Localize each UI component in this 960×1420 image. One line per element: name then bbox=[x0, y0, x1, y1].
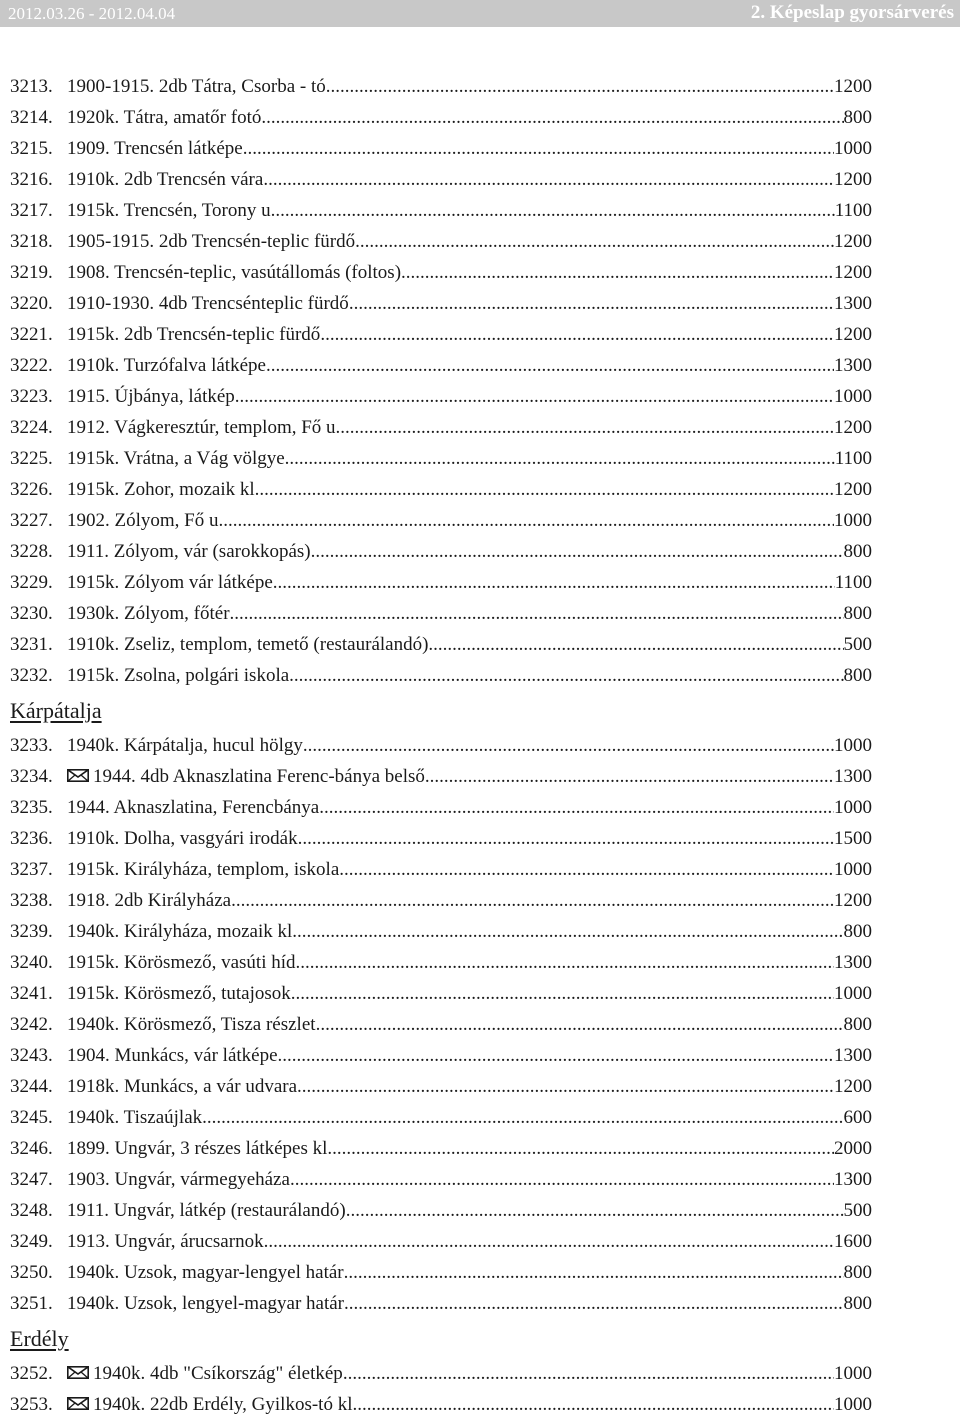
item-price: 1300 bbox=[834, 766, 872, 787]
item-number: 3238. bbox=[10, 890, 53, 911]
item-number: 3248. bbox=[10, 1200, 53, 1221]
dot-leader bbox=[428, 629, 843, 660]
list-item bbox=[10, 660, 872, 691]
page-header bbox=[0, 0, 960, 27]
list-item bbox=[10, 916, 872, 947]
list-item bbox=[10, 1009, 872, 1040]
item-description: 1918k. Munkács, a vár udvara bbox=[67, 1076, 298, 1097]
item-price: 2000 bbox=[834, 1138, 872, 1159]
item-description: 1915k. Körösmező, tutajosok bbox=[67, 983, 291, 1004]
item-description: 1940k. Királyháza, mozaik kl. bbox=[67, 921, 298, 942]
list-item bbox=[10, 761, 872, 792]
dot-leader bbox=[340, 412, 834, 443]
list-item bbox=[10, 1288, 872, 1319]
item-price: 800 bbox=[843, 921, 872, 942]
item-number: 3250. bbox=[10, 1262, 53, 1283]
item-price: 1200 bbox=[834, 1076, 872, 1097]
dot-leader bbox=[326, 71, 834, 102]
dot-leader bbox=[266, 350, 834, 381]
item-description: 1902. Zólyom, Fő u. bbox=[67, 510, 224, 531]
dot-leader bbox=[297, 1071, 834, 1102]
item-price: 1000 bbox=[834, 983, 872, 1004]
item-number: 3234. bbox=[10, 766, 53, 787]
item-description: 1899. Ungvár, 3 részes látképes kl. bbox=[67, 1138, 333, 1159]
item-description: 1912. Vágkeresztúr, templom, Fő u. bbox=[67, 417, 341, 438]
list-item bbox=[10, 854, 872, 885]
item-number: 3231. bbox=[10, 634, 53, 655]
item-number: 3224. bbox=[10, 417, 53, 438]
item-price: 1000 bbox=[834, 797, 872, 818]
dot-leader bbox=[230, 598, 844, 629]
item-price: 800 bbox=[843, 603, 872, 624]
item-description: 1920k. Tátra, amatőr fotó bbox=[67, 107, 262, 128]
item-price: 800 bbox=[843, 1262, 872, 1283]
item-price: 1300 bbox=[834, 1169, 872, 1190]
item-price: 1300 bbox=[834, 293, 872, 314]
item-price: 1200 bbox=[834, 169, 872, 190]
item-description: 1940k. Tiszaújlak bbox=[67, 1107, 203, 1128]
item-description: 1910k. 2db Trencsén vára bbox=[67, 169, 264, 190]
item-number: 3239. bbox=[10, 921, 53, 942]
item-price: 1300 bbox=[834, 355, 872, 376]
list-item bbox=[10, 1226, 872, 1257]
item-price: 1000 bbox=[834, 735, 872, 756]
dot-leader bbox=[263, 164, 834, 195]
dot-leader bbox=[298, 823, 834, 854]
item-number: 3225. bbox=[10, 448, 53, 469]
list-item bbox=[10, 629, 872, 660]
dot-leader bbox=[303, 730, 834, 761]
dot-leader bbox=[346, 1195, 844, 1226]
list-item bbox=[10, 443, 872, 474]
dot-leader bbox=[297, 916, 843, 947]
list-item bbox=[10, 133, 872, 164]
list-item bbox=[10, 598, 872, 629]
item-price: 1300 bbox=[834, 1045, 872, 1066]
item-description: 1909. Trencsén látképe bbox=[67, 138, 243, 159]
list-item bbox=[10, 71, 872, 102]
dot-leader bbox=[259, 474, 834, 505]
item-number: 3242. bbox=[10, 1014, 53, 1035]
item-description: 1913. Ungvár, árucsarnok bbox=[67, 1231, 264, 1252]
item-description: 1911. Ungvár, látkép (restaurálandó) bbox=[67, 1200, 346, 1221]
item-description: 1940k. Körösmező, Tisza részlet bbox=[67, 1014, 316, 1035]
item-price: 1000 bbox=[834, 1363, 872, 1384]
dot-leader bbox=[285, 443, 835, 474]
item-number: 3233. bbox=[10, 735, 53, 756]
item-number: 3221. bbox=[10, 324, 53, 345]
item-number: 3252. bbox=[10, 1363, 53, 1384]
list-item bbox=[10, 381, 872, 412]
item-number: 3220. bbox=[10, 293, 53, 314]
item-description: 1915k. Zohor, mozaik kl. bbox=[67, 479, 260, 500]
item-price: 1200 bbox=[834, 76, 872, 97]
item-price: 1200 bbox=[834, 479, 872, 500]
item-number: 3246. bbox=[10, 1138, 53, 1159]
dot-leader bbox=[344, 1257, 844, 1288]
dot-leader bbox=[401, 257, 834, 288]
list-item bbox=[10, 792, 872, 823]
item-number: 3249. bbox=[10, 1231, 53, 1252]
item-price: 1000 bbox=[834, 510, 872, 531]
item-description: 1930k. Zólyom, főtér bbox=[67, 603, 230, 624]
item-price: 1100 bbox=[834, 572, 872, 593]
item-price: 1200 bbox=[834, 231, 872, 252]
item-description: 1915k. Zsolna, polgári iskola bbox=[67, 665, 290, 686]
item-number: 3226. bbox=[10, 479, 53, 500]
dot-leader bbox=[332, 1133, 834, 1164]
item-number: 3230. bbox=[10, 603, 53, 624]
section-heading: Kárpátalja bbox=[10, 698, 102, 723]
item-number: 3232. bbox=[10, 665, 53, 686]
item-price: 1200 bbox=[834, 324, 872, 345]
item-description: 1915k. Vrátna, a Vág völgye bbox=[67, 448, 285, 469]
dot-leader bbox=[357, 1389, 834, 1420]
dot-leader bbox=[319, 792, 834, 823]
dot-leader bbox=[261, 102, 843, 133]
dot-leader bbox=[273, 567, 835, 598]
item-price: 800 bbox=[843, 107, 872, 128]
list-item bbox=[10, 412, 872, 443]
item-number: 3237. bbox=[10, 859, 53, 880]
list-item bbox=[10, 1102, 872, 1133]
item-price: 800 bbox=[843, 1014, 872, 1035]
item-price: 600 bbox=[843, 1107, 872, 1128]
item-description: 1915k. 2db Trencsén-teplic fürdő bbox=[67, 324, 321, 345]
dot-leader bbox=[349, 288, 834, 319]
item-price: 1200 bbox=[834, 417, 872, 438]
item-price: 800 bbox=[843, 1293, 872, 1314]
item-price: 500 bbox=[843, 634, 872, 655]
item-price: 1100 bbox=[834, 448, 872, 469]
list-item bbox=[10, 288, 872, 319]
item-price: 1600 bbox=[834, 1231, 872, 1252]
section-heading: Erdély bbox=[10, 1326, 69, 1351]
dot-leader bbox=[344, 1288, 844, 1319]
dot-leader bbox=[296, 947, 834, 978]
item-number: 3241. bbox=[10, 983, 53, 1004]
list-item bbox=[10, 505, 872, 536]
list-item bbox=[10, 1257, 872, 1288]
item-description: 1915k. Trencsén, Torony u. bbox=[67, 200, 276, 221]
dot-leader bbox=[223, 505, 834, 536]
item-description: 1940k. 22db Erdély, Gyilkos-tó kl. bbox=[93, 1394, 358, 1415]
envelope-icon bbox=[67, 1389, 89, 1402]
list-item bbox=[10, 474, 872, 505]
item-description: 1910k. Zseliz, templom, temető (restaurálandó) bbox=[67, 634, 429, 655]
item-price: 800 bbox=[843, 541, 872, 562]
dot-leader bbox=[320, 319, 834, 350]
list-item bbox=[10, 102, 872, 133]
item-description: 1900-1915. 2db Tátra, Csorba - tó bbox=[67, 76, 326, 97]
dot-leader bbox=[264, 1226, 834, 1257]
list-item bbox=[10, 1133, 872, 1164]
item-price: 1500 bbox=[834, 828, 872, 849]
item-number: 3240. bbox=[10, 952, 53, 973]
item-description: 1915k. Zólyom vár látképe bbox=[67, 572, 273, 593]
item-number: 3217. bbox=[10, 200, 53, 221]
item-description: 1940k. Uzsok, magyar-lengyel határ bbox=[67, 1262, 344, 1283]
item-number: 3216. bbox=[10, 169, 53, 190]
list-item bbox=[10, 319, 872, 350]
item-price: 1000 bbox=[834, 1394, 872, 1415]
item-description: 1908. Trencsén-teplic, vasútállomás (foltos) bbox=[67, 262, 402, 283]
item-description: 1910k. Turzófalva látképe bbox=[67, 355, 266, 376]
item-number: 3253. bbox=[10, 1394, 53, 1415]
item-price: 800 bbox=[843, 665, 872, 686]
list-item bbox=[10, 350, 872, 381]
list-item bbox=[10, 226, 872, 257]
envelope-icon bbox=[67, 1358, 89, 1371]
dot-leader bbox=[339, 854, 834, 885]
item-number: 3229. bbox=[10, 572, 53, 593]
item-number: 3235. bbox=[10, 797, 53, 818]
item-description: 1903. Ungvár, vármegyeháza bbox=[67, 1169, 290, 1190]
item-number: 3213. bbox=[10, 76, 53, 97]
envelope-icon bbox=[67, 761, 89, 774]
list-item bbox=[10, 536, 872, 567]
item-price: 1200 bbox=[834, 262, 872, 283]
item-number: 3245. bbox=[10, 1107, 53, 1128]
dot-leader bbox=[291, 978, 834, 1009]
item-number: 3243. bbox=[10, 1045, 53, 1066]
auction-list bbox=[10, 71, 872, 1420]
item-price: 1300 bbox=[834, 952, 872, 973]
item-price: 1200 bbox=[834, 890, 872, 911]
item-description: 1905-1915. 2db Trencsén-teplic fürdő bbox=[67, 231, 356, 252]
list-item bbox=[10, 885, 872, 916]
item-price: 1000 bbox=[834, 859, 872, 880]
list-item bbox=[10, 257, 872, 288]
dot-leader bbox=[289, 660, 843, 691]
item-number: 3222. bbox=[10, 355, 53, 376]
dot-leader bbox=[355, 226, 834, 257]
item-number: 3218. bbox=[10, 231, 53, 252]
list-item bbox=[10, 1071, 872, 1102]
dot-leader bbox=[275, 195, 834, 226]
list-item bbox=[10, 947, 872, 978]
item-price: 1000 bbox=[834, 386, 872, 407]
item-description: 1904. Munkács, vár látképe bbox=[67, 1045, 278, 1066]
list-item bbox=[10, 1358, 872, 1389]
item-description: 1915k. Körösmező, vasúti híd bbox=[67, 952, 296, 973]
date-range: 2012.03.26 - 2012.04.04 bbox=[8, 4, 176, 23]
item-price: 1000 bbox=[834, 138, 872, 159]
dot-leader bbox=[243, 133, 834, 164]
dot-leader bbox=[311, 536, 844, 567]
item-number: 3215. bbox=[10, 138, 53, 159]
item-description: 1911. Zólyom, vár (sarokkopás) bbox=[67, 541, 311, 562]
item-number: 3228. bbox=[10, 541, 53, 562]
dot-leader bbox=[202, 1102, 843, 1133]
list-item bbox=[10, 1195, 872, 1226]
dot-leader bbox=[290, 1164, 834, 1195]
item-description: 1910k. Dolha, vasgyári irodák bbox=[67, 828, 298, 849]
dot-leader bbox=[231, 885, 834, 916]
item-number: 3247. bbox=[10, 1169, 53, 1190]
item-description: 1944. 4db Aknaszlatina Ferenc-bánya belső bbox=[93, 766, 425, 787]
dot-leader bbox=[425, 761, 834, 792]
item-description: 1940k. Uzsok, lengyel-magyar határ bbox=[67, 1293, 344, 1314]
item-number: 3236. bbox=[10, 828, 53, 849]
list-item bbox=[10, 1040, 872, 1071]
header-title: 2. Képeslap gyorsárverés bbox=[750, 2, 954, 23]
item-description: 1944. Aknaszlatina, Ferencbánya bbox=[67, 797, 320, 818]
dot-leader bbox=[235, 381, 834, 412]
item-description: 1915k. Királyháza, templom, iskola bbox=[67, 859, 340, 880]
item-number: 3214. bbox=[10, 107, 53, 128]
dot-leader bbox=[316, 1009, 844, 1040]
item-description: 1918. 2db Királyháza bbox=[67, 890, 232, 911]
item-description: 1940k. Kárpátalja, hucul hölgy bbox=[67, 735, 303, 756]
item-price: 500 bbox=[843, 1200, 872, 1221]
dot-leader bbox=[343, 1358, 834, 1389]
item-description: 1915. Újbánya, látkép bbox=[67, 386, 235, 407]
list-item bbox=[10, 823, 872, 854]
list-item bbox=[10, 1389, 872, 1420]
item-number: 3251. bbox=[10, 1293, 53, 1314]
item-number: 3223. bbox=[10, 386, 53, 407]
item-number: 3244. bbox=[10, 1076, 53, 1097]
list-item bbox=[10, 730, 872, 761]
dot-leader bbox=[278, 1040, 834, 1071]
list-item bbox=[10, 1164, 872, 1195]
item-description: 1940k. 4db "Csíkország" életkép bbox=[93, 1363, 343, 1384]
list-item bbox=[10, 978, 872, 1009]
list-item bbox=[10, 164, 872, 195]
list-item bbox=[10, 195, 872, 226]
item-number: 3227. bbox=[10, 510, 53, 531]
item-number: 3219. bbox=[10, 262, 53, 283]
item-price: 1100 bbox=[834, 200, 872, 221]
list-item bbox=[10, 567, 872, 598]
item-description: 1910-1930. 4db Trencsénteplic fürdő bbox=[67, 293, 349, 314]
